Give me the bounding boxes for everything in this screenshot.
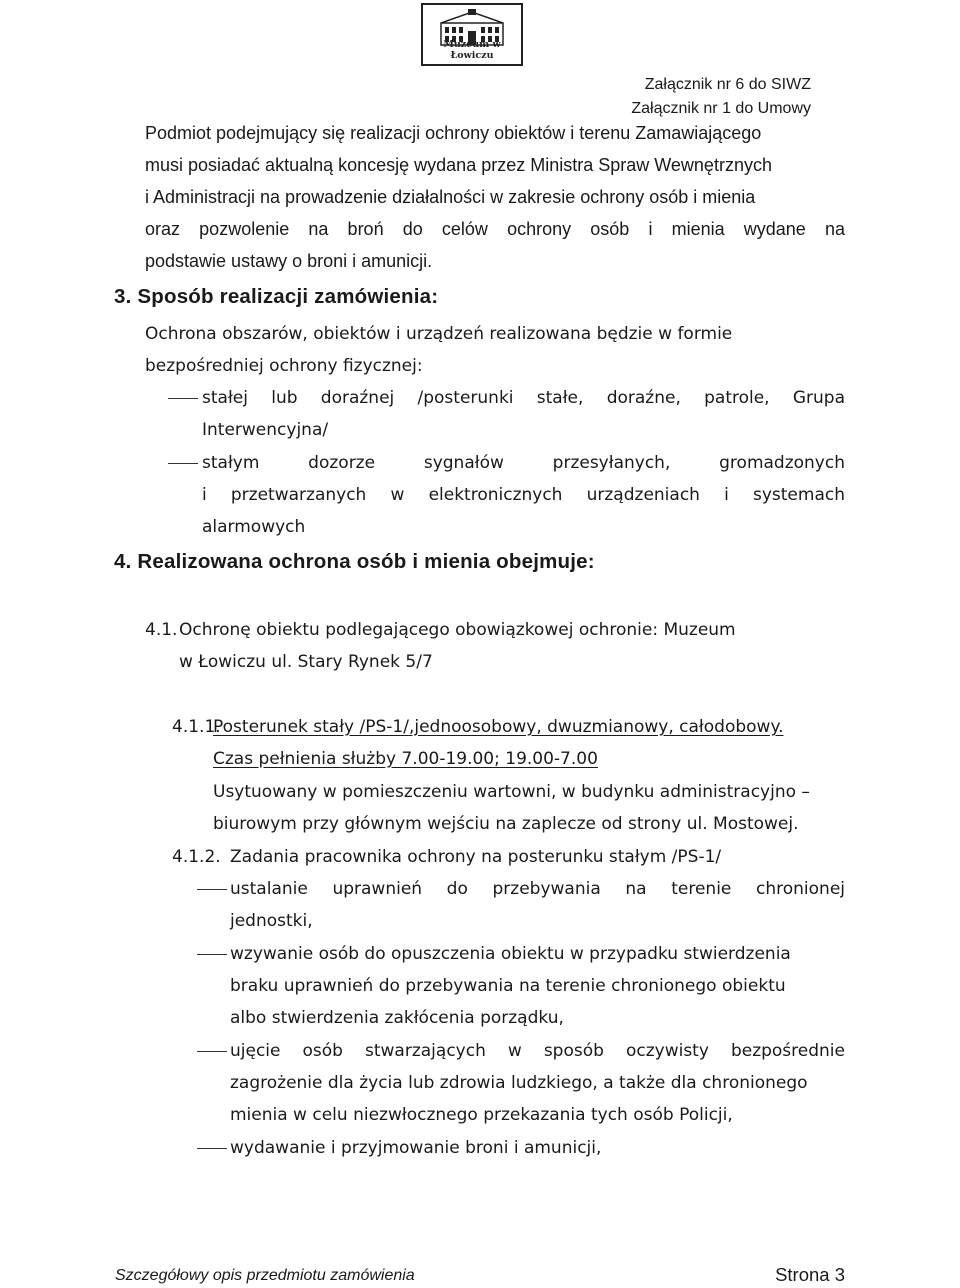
item-text: Usytuowany w pomieszczeniu wartowni, w budynku administracyjno – <box>213 782 810 802</box>
bullet-dash <box>197 1051 227 1052</box>
task-text: albo stwierdzenia zakłócenia porządku, <box>230 1008 564 1028</box>
bullet-dash <box>168 398 198 399</box>
item-text: Ochronę obiektu podlegającego obowiązkowej ochronie: Muzeum <box>179 620 736 640</box>
intro-line: podstawie ustawy o broni i amunicji. <box>145 251 433 271</box>
bullet-text: stałym dozorze sygnałów przesyłanych, gromadzonych <box>202 453 845 473</box>
logo-caption: Muzeum w Łowiczu <box>443 39 501 61</box>
task-text: ujęcie osób stwarzających w sposób oczywisty bezpośrednie <box>230 1041 845 1061</box>
intro-line: i Administracji na prowadzenie działalności w zakresie ochrony osób i mienia <box>145 187 756 207</box>
task-text: jednostki, <box>230 911 313 931</box>
item-number: 4.1.2. <box>172 847 221 867</box>
item-text: Posterunek stały /PS-1/,jednoosobowy, dwuzmianowy, całodobowy. <box>213 717 784 737</box>
section-3-heading: 3. Sposób realizacji zamówienia: <box>114 285 439 308</box>
task-text: braku uprawnień do przebywania na terenie chronionego obiektu <box>230 976 786 996</box>
section-3-intro: bezpośredniej ochrony fizycznej: <box>145 356 423 376</box>
item-text: w Łowiczu ul. Stary Rynek 5/7 <box>179 652 433 672</box>
task-text: wydawanie i przyjmowanie broni i amunicji, <box>230 1138 602 1158</box>
bullet-text: alarmowych <box>202 517 306 537</box>
intro-line: Podmiot podejmujący się realizacji ochrony obiektów i terenu Zamawiającego <box>145 123 762 143</box>
intro-line: musi posiadać aktualną koncesję wydana przez Ministra Spraw Wewnętrznych <box>145 155 772 175</box>
intro-paragraph <box>145 117 845 277</box>
footer-document-title: Szczegółowy opis przedmiotu zamówienia <box>115 1267 415 1284</box>
museum-logo <box>421 3 523 66</box>
item-text: Zadania pracownika ochrony na posterunku stałym /PS-1/ <box>230 847 722 867</box>
footer-page-number: Strona 3 <box>775 1264 845 1285</box>
item-number: 4.1. <box>145 620 178 640</box>
item-text: biurowym przy głównym wejściu na zaplecze od strony ul. Mostowej. <box>213 814 799 834</box>
bullet-dash <box>197 889 227 890</box>
attachment-label-umowy: Załącznik nr 1 do Umowy <box>631 100 811 117</box>
bullet-text: stałej lub doraźnej /posterunki stałe, doraźne, patrole, Grupa <box>202 388 845 408</box>
intro-line: oraz pozwolenie na broń do celów ochrony osób i mienia wydane na <box>145 219 845 239</box>
task-text: wzywanie osób do opuszczenia obiektu w przypadku stwierdzenia <box>230 944 791 964</box>
section-3-intro: Ochrona obszarów, obiektów i urządzeń realizowana będzie w formie <box>145 324 733 344</box>
bullet-text: i przetwarzanych w elektronicznych urządzeniach i systemach <box>202 485 845 505</box>
task-text: zagrożenie dla życia lub zdrowia ludzkiego, a także dla chronionego <box>230 1073 808 1093</box>
task-text: ustalanie uprawnień do przebywania na terenie chronionej <box>230 879 845 899</box>
bullet-dash <box>197 1148 227 1149</box>
bullet-text: Interwencyjna/ <box>202 420 329 440</box>
bullet-dash <box>168 463 198 464</box>
item-text: Czas pełnienia służby 7.00-19.00; 19.00-7.00 <box>213 749 598 769</box>
attachment-label-siwz: Załącznik nr 6 do SIWZ <box>644 76 811 93</box>
section-4-heading: 4. Realizowana ochrona osób i mienia obejmuje: <box>114 550 595 573</box>
item-number: 4.1.1. <box>172 717 221 737</box>
task-text: mienia w celu niezwłocznego przekazania tych osób Policji, <box>230 1105 733 1125</box>
bullet-dash <box>197 954 227 955</box>
